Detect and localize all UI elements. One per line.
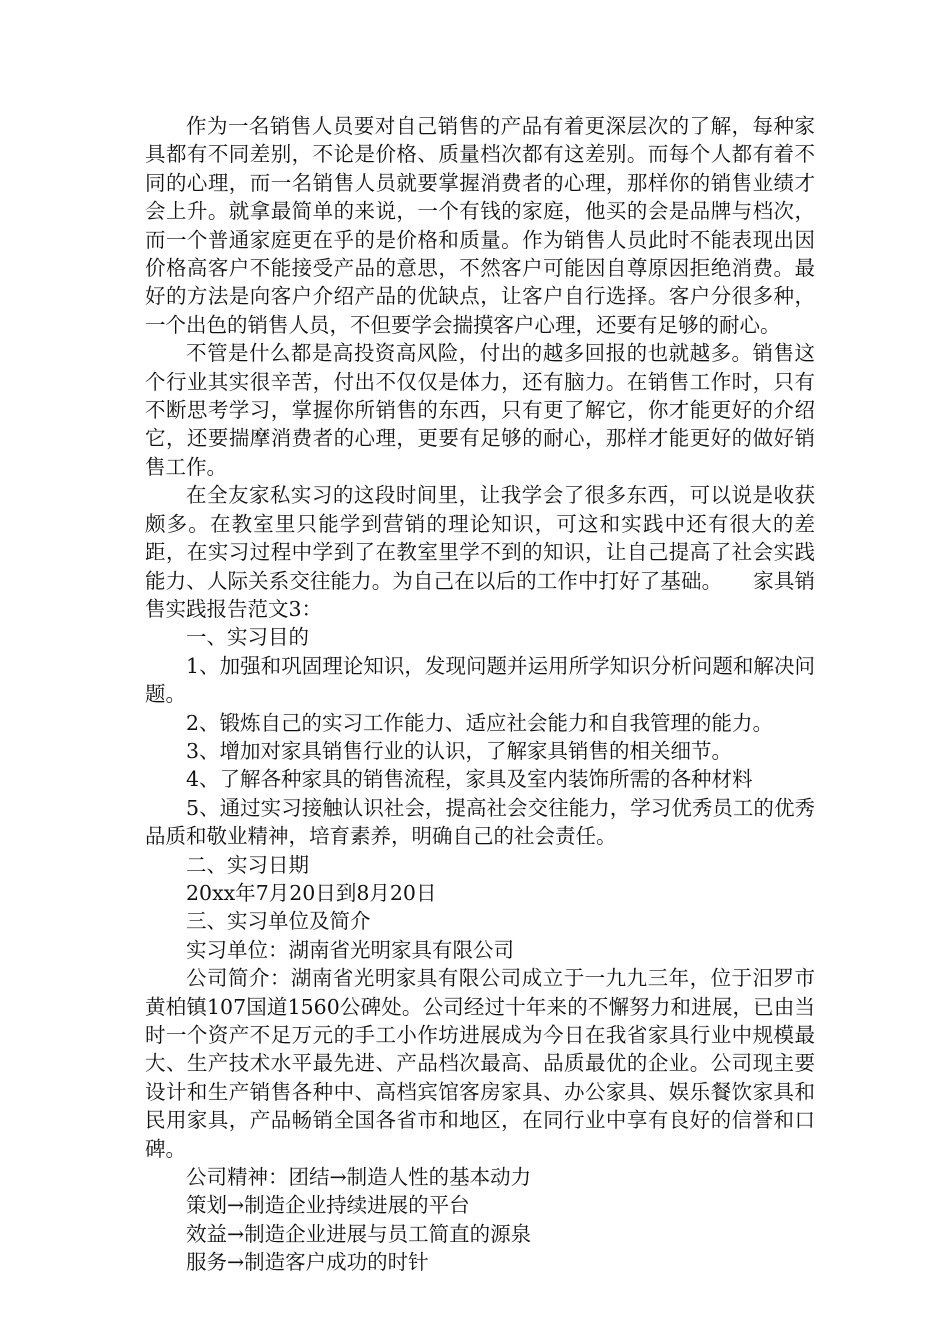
heading-internship-date: 二、实习日期 [186, 852, 309, 877]
company-spirit-planning: 策划→制造企业持续进展的平台 [186, 1193, 470, 1218]
paragraph-sales-understanding: 作为一名销售人员要对自己销售的产品有着更深层次的了解，每种家具都有不同差别，不论是价格、质量档次都有这差别。而每个人都有着不同的心理，而一名销售人员就要掌握消费者的心理，那样你的销售业绩才会上升。就拿最简单的来说，一个有钱的家庭，他买的会是品牌与档次，而一个普通家庭更在乎的是价格和质量。作为销售人员此时不能表现出因价格高客户不能接受产品的意思，不然客户可能因自尊原因拒绝消费。最好的方法是向客户介绍产品的优缺点，让客户自行选择。客户分很多种，一个出色的销售人员，不但要学会揣摸客户心理，还要有足够的耐心。 [145, 114, 815, 337]
internship-unit-name: 实习单位：湖南省光明家具有限公司 [186, 937, 514, 962]
company-introduction: 公司简介：湖南省光明家具有限公司成立于一九九三年，位于汨罗市黄柏镇107国道1560公碑处。公司经过十年来的不懈努力和进展，已由当时一个资产不足万元的手工小作坊进展成为今日在我省家具行业中规模最大、生产技术水平最先进、产品档次最高、品质最优的企业。公司现主要设计和生产销售各种中、高档宾馆客房家具、办公家具、娱乐餐饮家具和民用家具，产品畅销全国各省市和地区，在同行业中享有良好的信誉和口碑。 [145, 966, 815, 1161]
purpose-item-1: 1、加强和巩固理论知识，发现问题并运用所学知识分析问题和解决问题。 [145, 653, 815, 707]
company-spirit-service: 服务→制造客户成功的时针 [186, 1250, 429, 1275]
purpose-item-5: 5、通过实习接触认识社会，提高社会交往能力，学习优秀员工的优秀品质和敬业精神，培育素养，明确自己的社会责任。 [145, 795, 815, 849]
document-body [145, 112, 815, 1277]
purpose-item-4: 4、了解各种家具的销售流程，家具及室内装饰所需的各种材料 [186, 767, 753, 792]
paragraph-high-investment: 不管是什么都是高投资高风险，付出的越多回报的也就越多。销售这个行业其实很辛苦，付出不仅仅是体力，还有脑力。在销售工作时，只有不断思考学习，掌握你所销售的东西，只有更了解它，你才能更好的介绍它，还要揣摩消费者的心理，更要有足够的耐心，那样才能更好的做好销售工作。 [145, 341, 815, 479]
company-spirit-unity: 公司精神：团结→制造人性的基本动力 [186, 1165, 532, 1190]
company-spirit-benefit: 效益→制造企业进展与员工简直的源泉 [186, 1221, 532, 1246]
heading-internship-unit: 三、实习单位及简介 [186, 909, 371, 934]
heading-internship-purpose: 一、实习目的 [186, 625, 309, 650]
purpose-item-2: 2、锻炼自己的实习工作能力、适应社会能力和自我管理的能力。 [186, 710, 774, 735]
paragraph-internship-gains: 在全友家私实习的这段时间里，让我学会了很多东西，可以说是收获颇多。在教室里只能学到营销的理论知识，可这和实践中还有很大的差距，在实习过程中学到了在教室里学不到的知识，让自己提高了社会实践能力、人际关系交往能力。为自己在以后的工作中打好了基础。 家具销售实践报告范文3： [145, 483, 815, 621]
internship-date-value: 20xx年7月20日到8月20日 [186, 880, 437, 905]
purpose-item-3: 3、增加对家具销售行业的认识，了解家具销售的相关细节。 [186, 738, 733, 763]
